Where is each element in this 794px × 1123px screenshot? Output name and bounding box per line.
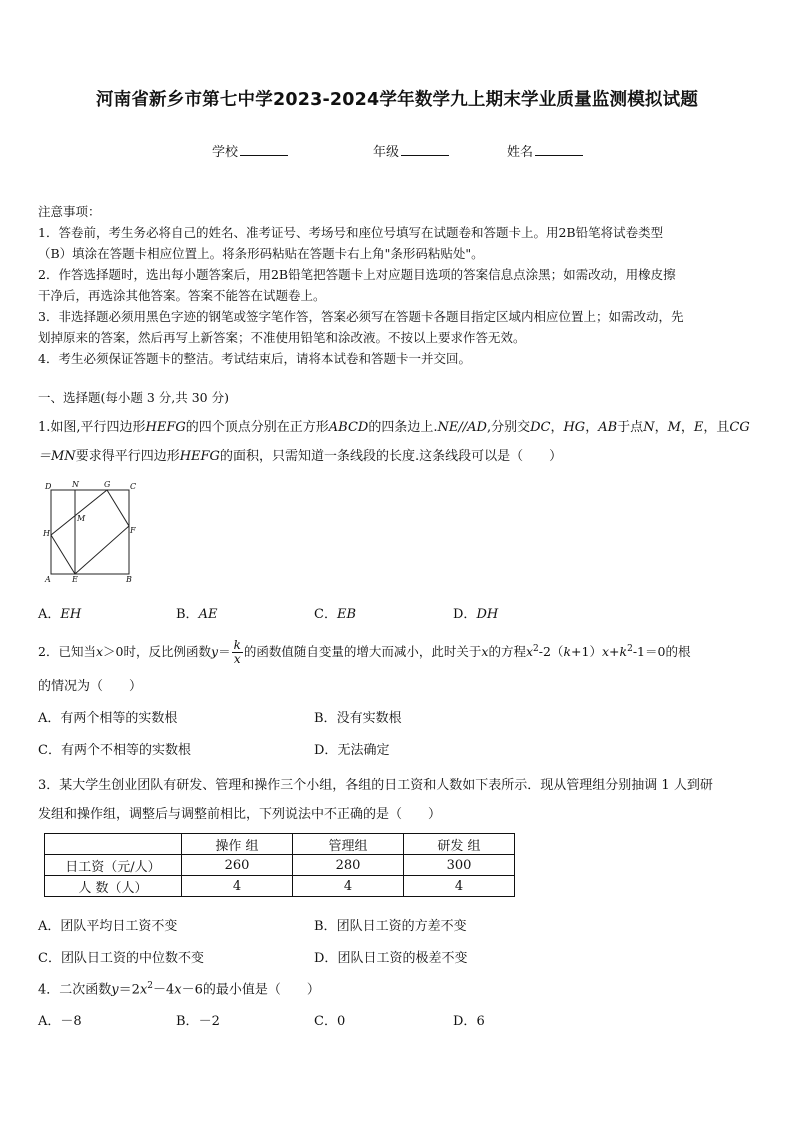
grade-label: 年级 xyxy=(373,145,400,160)
question-3: 3．某大学生创业团队有研发、管理和操作三个小组，各组的日工资和人数如下表所示．现从管理组分别抽调 1 人到研 发组和操作组，调整后与调整前相比，下列说法中不正确的是（ ） xyxy=(38,778,713,822)
q3-option-d: D．团队日工资的极差不变 xyxy=(314,951,468,966)
grade-blank xyxy=(401,143,449,156)
label-a: A xyxy=(45,575,51,584)
page-title: 河南省新乡市第七中学2023-2024学年数学九上期末学业质量监测模拟试题 xyxy=(95,90,699,110)
q3-option-b: B．团队日工资的方差不变 xyxy=(314,919,467,934)
table-header-cell xyxy=(45,834,182,855)
q1-option-c: C．EB xyxy=(314,607,356,622)
table-cell: 4 xyxy=(293,876,404,897)
table-cell: 4 xyxy=(182,876,293,897)
question-2-line2: 的情况为（ ） xyxy=(38,679,143,694)
name-field xyxy=(507,141,583,160)
label-d: D xyxy=(45,482,52,491)
note-line: 1．答卷前，考生务必将自己的姓名、准考证号、考场号和座位号填写在试题卷和答题卡上。用2B铅笔将试卷类型 xyxy=(38,225,664,240)
q3-option-a: A．团队平均日工资不变 xyxy=(38,919,178,934)
table-header-cell: 管理组 xyxy=(293,834,404,855)
table-row xyxy=(45,876,515,897)
q4-option-c: C．0 xyxy=(314,1014,346,1029)
table-cell: 280 xyxy=(293,855,404,876)
label-c: C xyxy=(130,482,137,491)
section-heading: 一、选择题(每小题 3 分,共 30 分) xyxy=(38,390,229,405)
label-e: E xyxy=(72,575,78,584)
label-m: M xyxy=(77,514,86,523)
q2-option-c: C．有两个不相等的实数根 xyxy=(38,743,191,758)
fraction-k-over-x: $\frac{k}{x}$ xyxy=(233,638,241,667)
label-b: B xyxy=(126,575,132,584)
name-label: 姓名 xyxy=(507,145,534,160)
table-cell: 300 xyxy=(404,855,515,876)
table-cell: 人 数（人） xyxy=(45,876,182,897)
question-2: 2．已知当x＞0时，反比例函数y＝ $\frac{k}{x}$ 的函数值随自变量的增大而减小，此时关于x的方程$x^2-2(k+1)x+k^2-1=0$的根 xyxy=(38,638,691,667)
question-number: 3 xyxy=(38,778,47,793)
note-line: 划掉原来的答案，然后再写上新答案；不准使用铅笔和涂改液。不按以上要求作答无效。 xyxy=(38,330,526,345)
note-line: 3．非选择题必须用黑色字迹的钢笔或签字笔作答，答案必须写在答题卡各题目指定区域内相应位置上；如需改动，先 xyxy=(38,309,684,324)
table-cell: 日工资（元/人） xyxy=(45,855,182,876)
square-abcd xyxy=(51,490,129,574)
name-blank xyxy=(535,143,583,156)
q3-option-c: C．团队日工资的中位数不变 xyxy=(38,951,204,966)
label-g: G xyxy=(104,480,111,489)
table-row xyxy=(45,855,515,876)
label-h: H xyxy=(43,529,50,538)
table-header-cell: 研发 组 xyxy=(404,834,515,855)
table-header-row xyxy=(45,834,515,855)
q1-figure xyxy=(40,478,140,584)
question-number: 1 xyxy=(38,420,47,435)
label-n: N xyxy=(72,480,79,489)
wage-table xyxy=(44,833,515,897)
table-cell: 4 xyxy=(404,876,515,897)
question-number: 2 xyxy=(38,644,46,660)
q2-option-d: D．无法确定 xyxy=(314,743,390,758)
q4-option-d: D．6 xyxy=(453,1014,485,1029)
q4-option-b: B．－2 xyxy=(176,1014,220,1029)
label-f: F xyxy=(130,526,136,535)
q4-option-a: A．－8 xyxy=(38,1014,82,1029)
notes-heading: 注意事项： xyxy=(38,204,101,219)
grade-field xyxy=(373,141,449,160)
q1-option-b: B．AE xyxy=(176,607,218,622)
school-blank xyxy=(240,143,288,156)
q1-option-a: A．EH xyxy=(38,607,82,622)
school-field xyxy=(212,141,288,160)
table-header-cell: 操作 组 xyxy=(182,834,293,855)
question-number: 4 xyxy=(38,982,47,998)
question-1: 1.如图,平行四边形HEFG的四个顶点分别在正方形ABCD的四条边上.NE//AD,分别交DC，HG，AB于点N，M，E，且CG＝MN要求得平行四边形HEFG的面积，只需知道一条线段的长度.这条线段可以是（ ） xyxy=(38,420,750,464)
question-4: 4．二次函数$y=2x^2-4x-6$的最小值是（ ） xyxy=(38,981,320,998)
note-line: 干净后，再选涂其他答案。答案不能答在试题卷上。 xyxy=(38,288,326,303)
table-cell: 260 xyxy=(182,855,293,876)
notes-section xyxy=(38,201,760,369)
parallelogram-hefg xyxy=(51,490,129,574)
note-line: 4．考生必须保证答题卡的整洁。考试结束后，请将本试卷和答题卡一并交回。 xyxy=(38,351,471,366)
q2-option-a: A．有两个相等的实数根 xyxy=(38,711,178,726)
q2-option-b: B．没有实数根 xyxy=(314,711,402,726)
note-line: 2．作答选择题时，选出每小题答案后，用2B铅笔把答题卡上对应题目选项的答案信息点涂黑；如需改动，用橡皮擦 xyxy=(38,267,676,282)
note-line: （B）填涂在答题卡相应位置上。将条形码粘贴在答题卡右上角"条形码粘贴处"。 xyxy=(38,246,484,261)
school-label: 学校 xyxy=(212,145,239,160)
q1-option-d: D．DH xyxy=(453,607,499,622)
